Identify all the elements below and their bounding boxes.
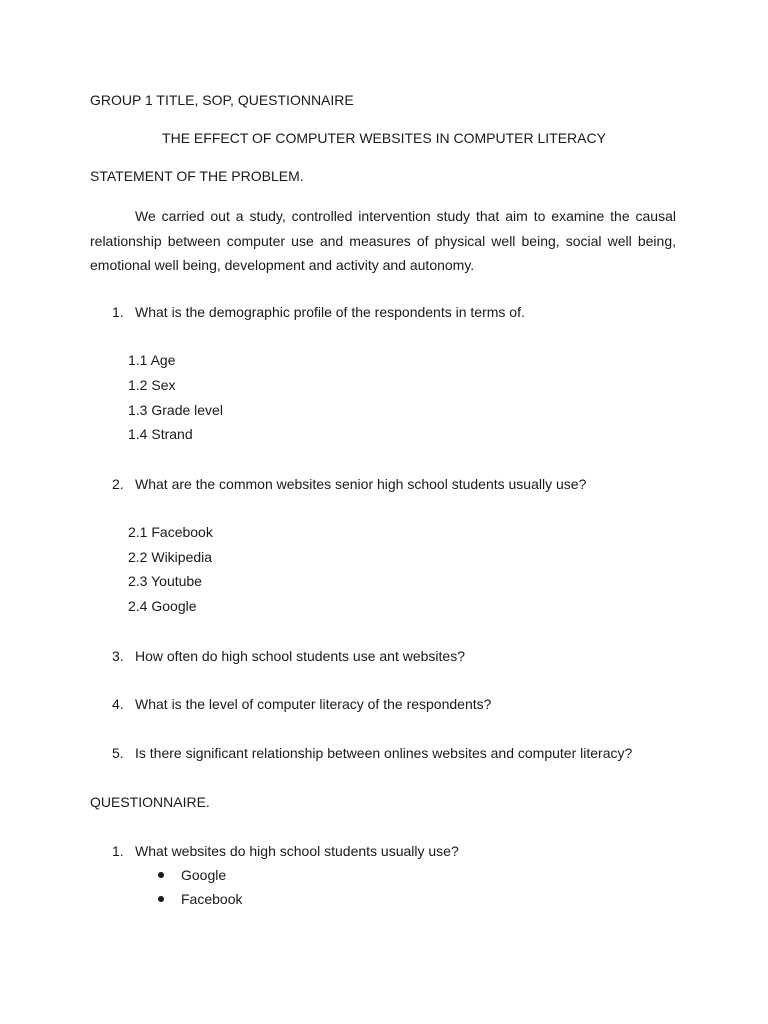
sub-item-strand: 1.4 Strand: [128, 426, 193, 442]
document-header: GROUP 1 TITLE, SOP, QUESTIONNAIRE: [90, 92, 354, 108]
problem-text: What is the level of computer literacy of the respondents?: [135, 696, 492, 712]
problem-number: 5.: [112, 745, 124, 761]
problem-number: 4.: [112, 696, 124, 712]
option-google: Google: [181, 867, 227, 883]
sub-item-google: 2.4 Google: [128, 598, 197, 614]
sub-item-age: 1.1 Age: [128, 352, 176, 368]
problem-text: Is there significant relationship between onlines websites and computer literacy?: [135, 745, 633, 761]
sub-item-wikipedia: 2.2 Wikipedia: [128, 549, 213, 565]
question-text: What websites do high school students usually use?: [135, 843, 459, 859]
bullet-icon: [158, 896, 164, 902]
bullet-icon: [158, 872, 164, 878]
sub-item-facebook: 2.1 Facebook: [128, 524, 213, 540]
problem-number: 3.: [112, 648, 124, 664]
question-number: 1.: [112, 843, 124, 859]
problem-number: 1.: [112, 304, 124, 320]
questionnaire-heading: QUESTIONNAIRE.: [90, 794, 210, 810]
sop-heading: STATEMENT OF THE PROBLEM.: [90, 168, 304, 184]
option-facebook: Facebook: [181, 891, 243, 907]
sub-item-sex: 1.2 Sex: [128, 377, 176, 393]
document-title: THE EFFECT OF COMPUTER WEBSITES IN COMPUTER LITERACY: [162, 130, 606, 146]
problem-text: What is the demographic profile of the respondents in terms of.: [135, 304, 525, 320]
problem-text: How often do high school students use ant websites?: [135, 648, 465, 664]
problem-text: What are the common websites senior high school students usually use?: [135, 476, 587, 492]
sub-item-grade-level: 1.3 Grade level: [128, 402, 223, 418]
intro-paragraph: We carried out a study, controlled intervention study that aim to examine the causal relationship between computer use and measures of physical well being, social well being, emotional well being, development and activity and autonomy.: [90, 208, 676, 273]
problem-number: 2.: [112, 476, 124, 492]
sub-item-youtube: 2.3 Youtube: [128, 573, 202, 589]
